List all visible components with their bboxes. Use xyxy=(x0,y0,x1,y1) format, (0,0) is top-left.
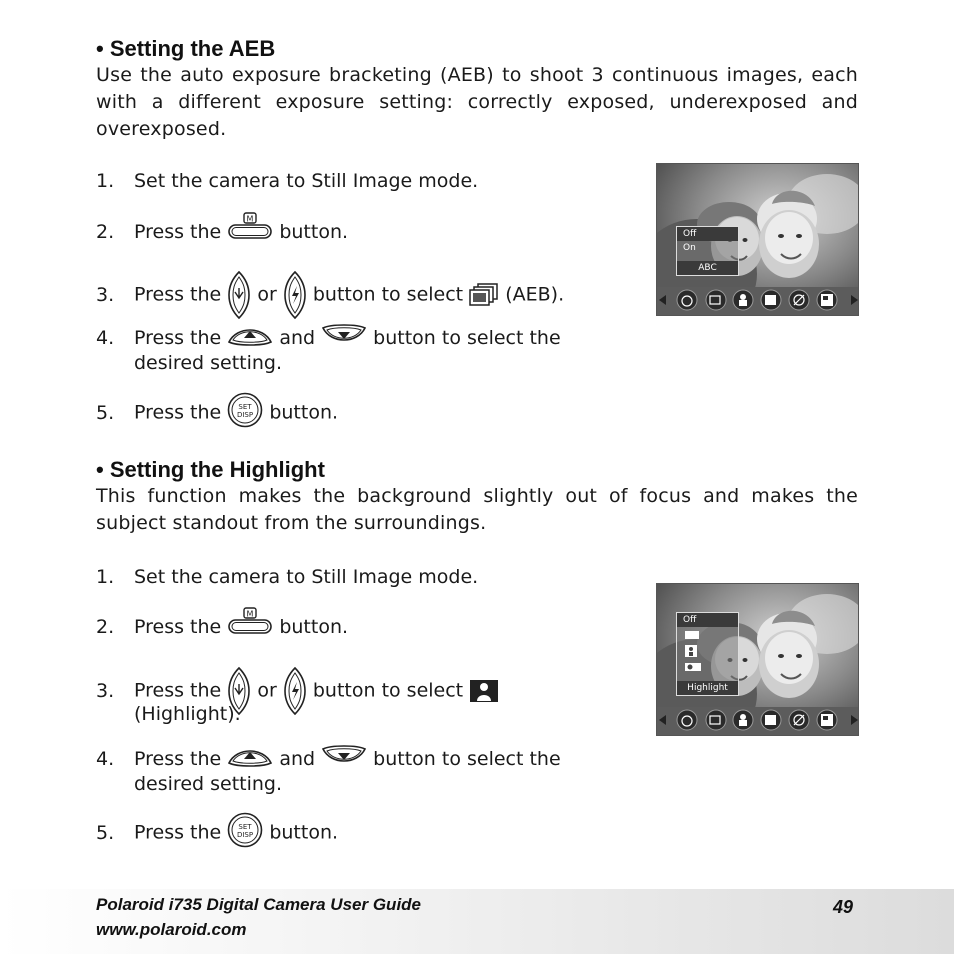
camera-icon-bar xyxy=(657,705,859,735)
aeb-heading: • Setting the AEB xyxy=(96,36,276,61)
menu-option: Off xyxy=(677,613,738,627)
flash-right-button-icon xyxy=(283,666,307,716)
step-number: 5. xyxy=(96,401,115,424)
step-text: button. xyxy=(269,401,339,424)
step-text-continued: (Highlight). xyxy=(134,703,241,725)
step-text-continued: desired setting. xyxy=(134,352,283,374)
step-text: button. xyxy=(279,616,349,638)
highlight-heading: • Setting the Highlight xyxy=(96,457,325,482)
step-text: Press the xyxy=(134,679,222,702)
aeb-icon xyxy=(469,283,499,307)
aeb-step-2 xyxy=(96,220,348,245)
highlight-intro: This function makes the background slightly out of focus and makes the subject standout from the surroundings. xyxy=(96,485,858,534)
step-text: button to select the xyxy=(373,327,561,349)
step-text: button to select xyxy=(312,679,464,702)
step-number: 5. xyxy=(96,821,115,844)
step-number: 3. xyxy=(96,679,115,702)
highlight-step-5 xyxy=(96,818,338,848)
step-number: 3. xyxy=(96,283,115,306)
footer-website: www.polaroid.com xyxy=(96,920,247,939)
step-text: Set the camera to Still Image mode. xyxy=(134,566,479,588)
set-disp-button-icon xyxy=(227,392,263,428)
highlight-icon xyxy=(469,679,499,703)
aeb-step-3 xyxy=(96,270,564,320)
set-disp-button-icon xyxy=(227,812,263,848)
aeb-step-1 xyxy=(96,169,478,194)
step-text: or xyxy=(257,679,277,702)
step-text: button to select xyxy=(312,283,464,306)
page-number: 49 xyxy=(833,897,854,917)
step-text: Set the camera to Still Image mode. xyxy=(134,170,479,192)
step-text-continued: desired setting. xyxy=(134,773,283,795)
step-text: Press the xyxy=(134,221,222,243)
highlight-step-3 xyxy=(96,666,499,727)
step-number: 4. xyxy=(96,327,115,349)
step-text: Press the xyxy=(134,401,222,424)
camera-icon-bar xyxy=(657,285,859,315)
step-text: and xyxy=(279,748,316,770)
aeb-screen-image xyxy=(656,163,859,316)
step-number: 1. xyxy=(96,566,115,588)
step-text: Press the xyxy=(134,821,222,844)
menu-option: On xyxy=(683,243,696,253)
step-number: 1. xyxy=(96,170,115,192)
step-text: Press the xyxy=(134,283,222,306)
aeb-step-5 xyxy=(96,398,338,428)
menu-option: Off xyxy=(677,227,738,241)
down-button-icon xyxy=(321,322,367,348)
frame-option-icon xyxy=(684,630,700,640)
step-text: Press the xyxy=(134,327,222,349)
menu-button-icon xyxy=(227,607,273,635)
step-number: 4. xyxy=(96,748,115,770)
aeb-menu xyxy=(676,226,739,276)
highlight-step-4 xyxy=(96,747,561,797)
step-text: button. xyxy=(269,821,339,844)
aeb-intro: Use the auto exposure bracketing (AEB) to shoot 3 continuous images, each with a different exposure setting: correctly exposed, underexposed and overexposed. xyxy=(96,64,858,140)
step-text: Press the xyxy=(134,748,222,770)
spot-option-icon xyxy=(684,662,702,672)
up-button-icon xyxy=(227,743,273,769)
step-text: and xyxy=(279,327,316,349)
step-text: (AEB). xyxy=(505,283,565,306)
macro-left-button-icon xyxy=(227,270,251,320)
highlight-screen-image xyxy=(656,583,859,736)
step-text: Press the xyxy=(134,616,222,638)
menu-caption: Highlight xyxy=(677,681,738,695)
menu-button-icon xyxy=(227,212,273,240)
footer-guide-title: Polaroid i735 Digital Camera User Guide xyxy=(96,895,422,914)
aeb-step-4 xyxy=(96,326,561,376)
person-option-icon xyxy=(684,645,700,657)
up-button-icon xyxy=(227,322,273,348)
highlight-step-1 xyxy=(96,565,478,590)
down-button-icon xyxy=(321,743,367,769)
menu-caption: ABC xyxy=(677,261,738,275)
step-number: 2. xyxy=(96,221,115,243)
step-text: button. xyxy=(279,221,349,243)
step-text: or xyxy=(257,283,277,306)
step-number: 2. xyxy=(96,616,115,638)
step-text: button to select the xyxy=(373,748,561,770)
highlight-step-2 xyxy=(96,615,348,640)
flash-right-button-icon xyxy=(283,270,307,320)
highlight-menu xyxy=(676,612,739,696)
